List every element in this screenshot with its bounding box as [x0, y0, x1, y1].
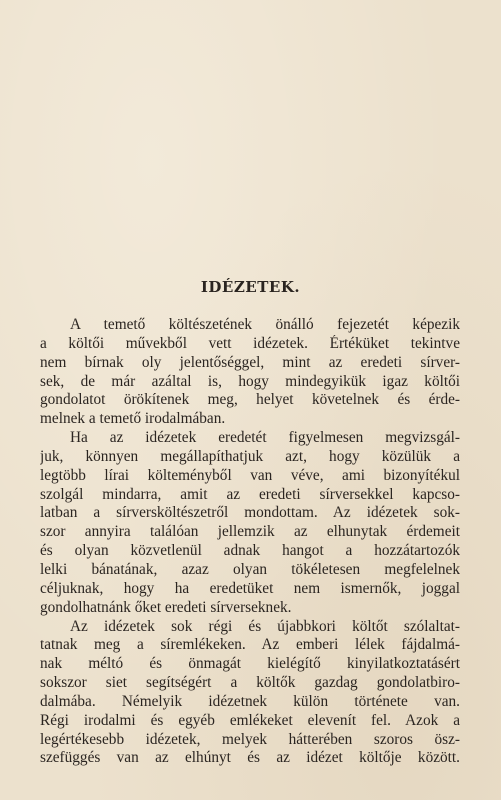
text-line: nem bírnak oly jelentőséggel, mint az eredeti sírver-	[40, 353, 460, 371]
text-line: juk, könnyen megállapíthatjuk azt, hogy közülük a	[40, 447, 460, 465]
text-line: Ha az idézetek eredetét figyelmesen megvizsgál-	[70, 429, 460, 447]
text-line: sek, de már azáltal is, hogy mindegyikük igaz költői	[40, 372, 460, 390]
text-line: és olyan közvetlenül adnak hangot a hozzátartozók	[40, 542, 460, 560]
text-line: tatnak meg a síremlékeken. Az emberi lélek fájdalmá-	[40, 636, 460, 654]
text-line: szefüggés van az elhúnyt és az idézet költője között.	[40, 749, 460, 767]
chapter-body	[40, 316, 460, 768]
text-line: sokszor siet segítségért a költők gazdag gondolatbiro-	[40, 674, 460, 692]
text-line: lelki bánatának, azaz olyan tökéletesen megfelelnek	[40, 560, 460, 578]
text-line: dalmába. Némelyik idézetnek külön története van.	[40, 692, 460, 710]
text-line: gondolatot örökítenek meg, helyet követelnek és érde-	[40, 391, 460, 409]
text-line: melnek a temető irodalmában.	[40, 410, 226, 428]
text-line: Az idézetek sok régi és újabbkori költőt szólaltat-	[70, 617, 460, 635]
text-line: gondolhatnánk őket eredeti sírverseknek.	[40, 598, 292, 616]
text-line: a költői művekből vett idézetek. Értéküket tekintve	[40, 334, 460, 352]
text-line: céljuknak, hogy ha eredetüket nem ismernők, joggal	[40, 579, 460, 597]
text-line: latban a sírversköltészetről mondottam. Az idézetek sok-	[40, 504, 460, 522]
paragraph-2	[40, 429, 460, 617]
text-line: szor annyira találóan jellemzik az elhunytak érdemeit	[40, 523, 460, 541]
chapter-heading: IDÉZETEK.	[200, 278, 301, 296]
text-line: legértékesebb idézetek, melyek hátterében szoros ösz-	[40, 730, 460, 748]
text-line: A temető költészetének önálló fejezetét képezik	[70, 316, 460, 333]
paragraph-3	[40, 618, 460, 769]
text-line: szolgál mindarra, amit az eredeti sírversekkel kapcso-	[40, 485, 460, 503]
text-line: nak méltó és önmagát kielégítő kinyilatkoztatásért	[40, 655, 460, 673]
paragraph-1	[40, 316, 460, 429]
text-line: Régi irodalmi és egyéb emlékeket elevenít fel. Azok a	[40, 711, 460, 729]
text-line: legtöbb lírai költeményből van véve, ami bizonyítékul	[40, 466, 460, 484]
